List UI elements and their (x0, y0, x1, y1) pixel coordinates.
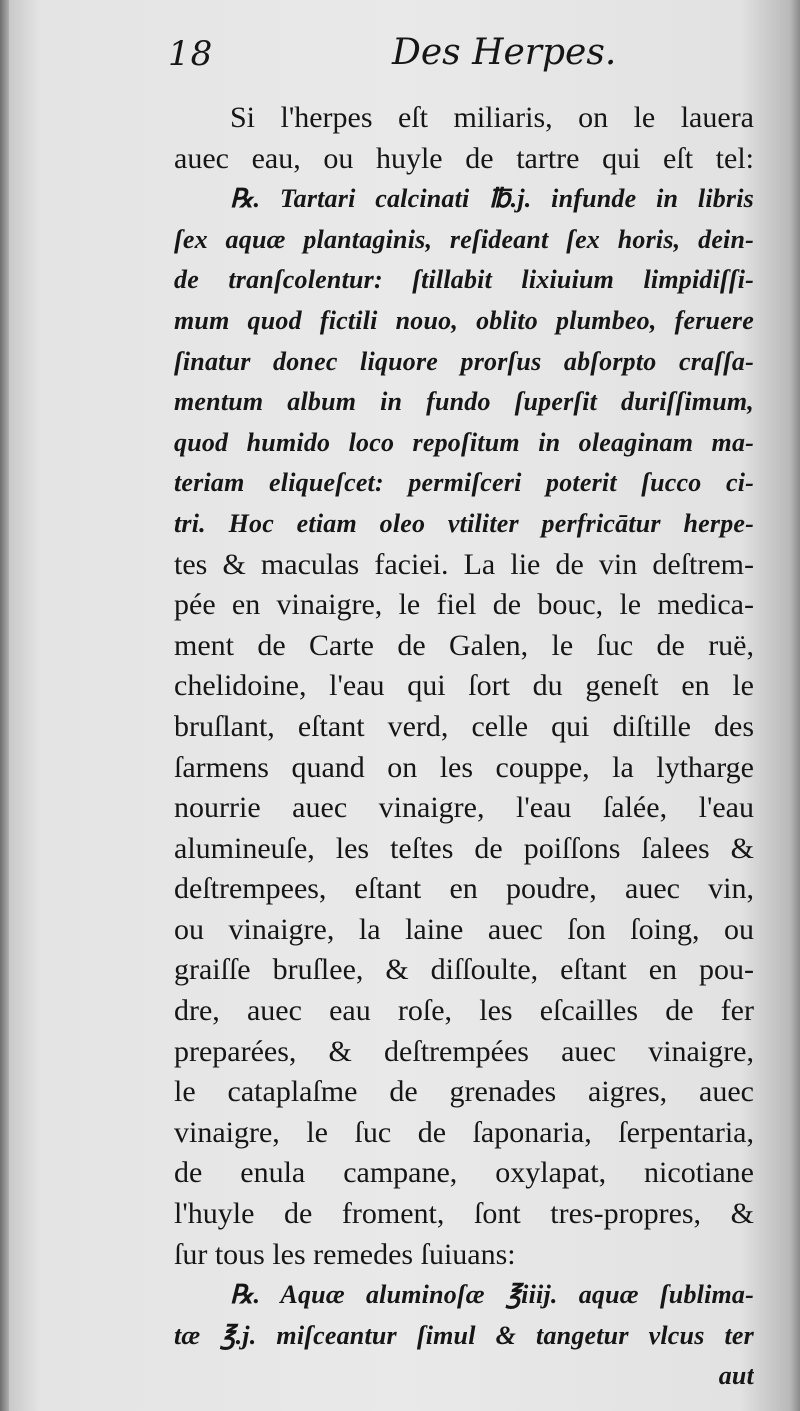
text-line: pée en vinaigre, le fiel de bouc, le medica- (174, 588, 754, 622)
text-line: preparées, & deſtrempées auec vinaigre, (174, 1034, 754, 1068)
body-text (174, 98, 754, 1397)
text-line-recipe: mentum album in fundo ſuperſit duriſſimum, (174, 387, 754, 417)
text-line: ſarmens quand on les couppe, la lytharge (174, 750, 754, 784)
text-line: graiſſe bruſlee, & diſſoulte, eſtant en pou- (174, 953, 754, 987)
text-line: le cataplaſme de grenades aigres, auec (174, 1075, 754, 1109)
text-line: dre, auec eau roſe, les eſcailles de fer (174, 994, 754, 1028)
text-line: ſur tous les remedes ſuiuans: (174, 1237, 516, 1271)
running-head-title: Des Herpes. (392, 32, 617, 73)
catchword: aut (718, 1361, 754, 1391)
text-line: bruſlant, eſtant verd, celle qui diſtille des (174, 709, 754, 743)
page-number: 18 (168, 34, 214, 74)
text-line: ment de Carte de Galen, le ſuc de ruë, (174, 628, 754, 662)
text-line-recipe: tæ ℥.j. miſceantur ſimul & tangetur vlcus ter (174, 1320, 754, 1350)
text-line-recipe: ſex aquæ plantaginis, reſideant ſex horis, dein- (174, 224, 754, 254)
text-line-recipe: quod humido loco repoſitum in oleaginam ma- (174, 427, 754, 457)
text-line: Si l'herpes eſt miliaris, on le lauera (230, 101, 754, 134)
text-line: vinaigre, le ſuc de ſaponaria, ſerpentaria, (174, 1115, 754, 1149)
text-line-recipe: mum quod fictili nouo, oblito plumbeo, feruere (174, 305, 754, 335)
text-line: l'huyle de froment, ſont tres-propres, & (174, 1197, 754, 1231)
text-line-recipe: de tranſcolentur: ſtillabit lixiuium limpidiſſi- (174, 265, 754, 295)
text-line: ou vinaigre, la laine auec ſon ſoing, ou (174, 912, 754, 946)
text-line: alumineuſe, les teſtes de poiſſons ſalees & (174, 831, 754, 865)
text-line: tes & maculas faciei. La lie de vin deſtrem- (174, 547, 754, 581)
text-line-recipe: ℞. Tartari calcinati ℔.j. infunde in libris (230, 184, 754, 214)
text-line-recipe: tri. Hoc etiam oleo vtiliter perfricātur herpe- (174, 508, 754, 538)
text-line-recipe: ℞. Aquæ aluminoſæ ℥iiij. aquæ ſublima- (230, 1280, 754, 1310)
text-line-recipe: teriam eliqueſcet: permiſceri poterit ſucco ci- (174, 468, 754, 498)
text-line: auec eau, ou huyle de tartre qui eſt tel: (174, 141, 754, 175)
running-head (0, 30, 800, 90)
text-line: deſtrempees, eſtant en poudre, auec vin, (174, 872, 754, 906)
text-line: de enula campane, oxylapat, nicotiane (174, 1156, 754, 1190)
text-line: chelidoine, l'eau qui ſort du geneſt en le (174, 669, 754, 703)
text-line-recipe: ſinatur donec liquore prorſus abſorpto craſſa- (174, 346, 754, 376)
text-line: nourrie auec vinaigre, l'eau ſalée, l'eau (174, 791, 754, 825)
page-gutter-shadow (0, 0, 9, 1411)
